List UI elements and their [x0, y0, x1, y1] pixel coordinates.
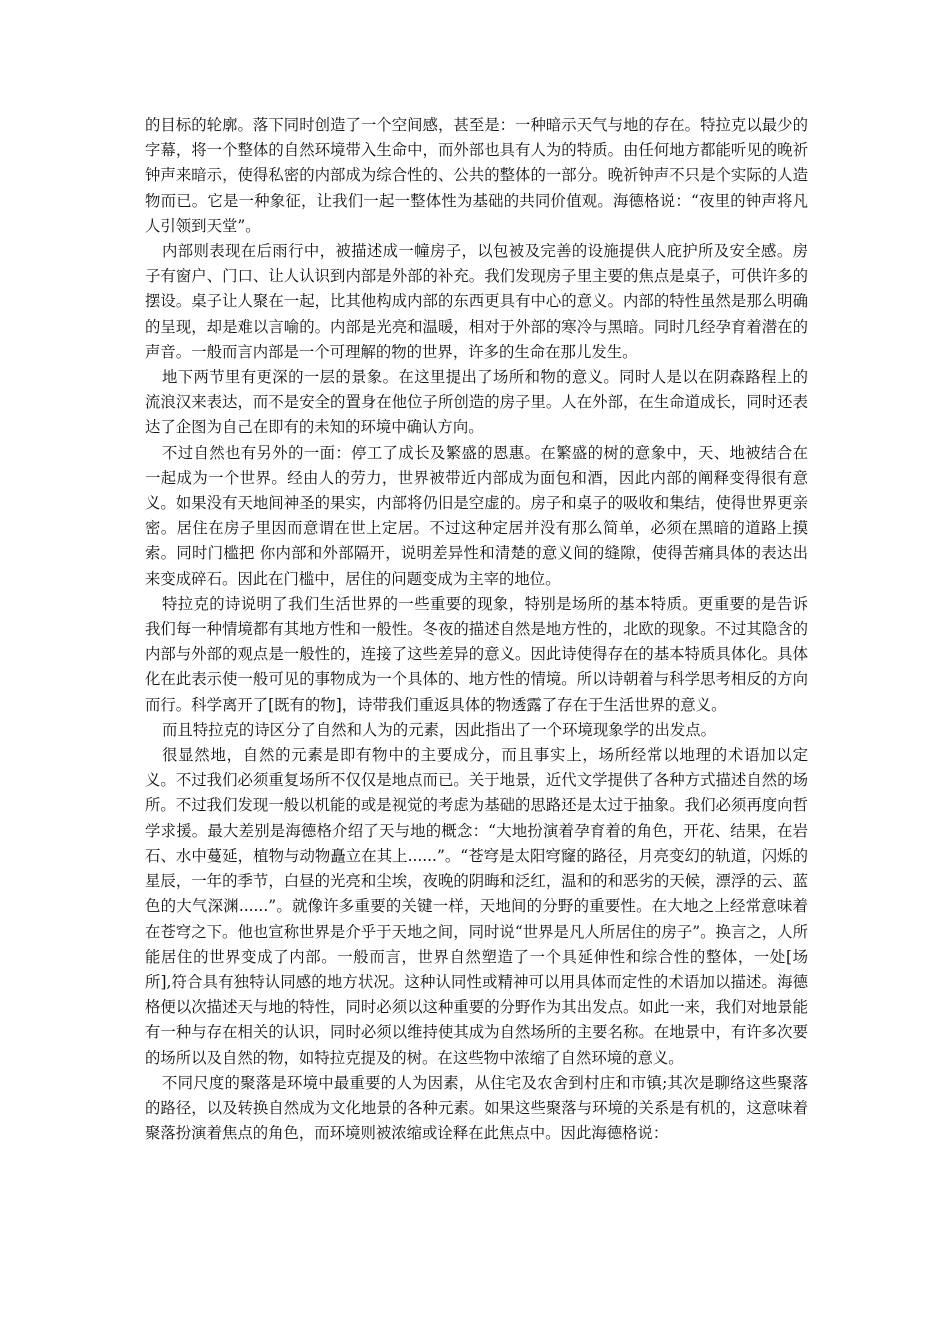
paragraph: 的目标的轮廓。落下同时创造了一个空间感，甚至是：一种暗示天气与地的存在。特拉克以最少的字幕，将一个整体的自然环境带入生命中，而外部也具有人为的特质。由任何地方都能听见的晚祈钟声来暗示，使得私密的内部成为综合性的、公共的整体的一部分。晚祈钟声不只是个实际的人造物而已。它是一种象征，让我们一起一整体性为基础的共同价值观。海德格说：“夜里的钟声将凡人引领到天堂”。 [145, 116, 808, 235]
paragraph: 内部则表现在后雨行中，被描述成一幢房子，以包被及完善的设施提供人庇护所及安全感。房子有窗户、门口、让人认识到内部是外部的补充。我们发现房子里主要的焦点是桌子，可供许多的摆设。桌子让人聚在一起，比其他构成内部的东西更具有中心的意义。内部的特性虽然是那么明确的呈现，却是难以言喻的。内部是光亮和温暖，相对于外部的寒冷与黑暗。同时几经孕育着潜在的声音。一般而言内部是一个可理解的物的世界，许多的生命在那儿发生。 [145, 242, 808, 361]
paragraph: 不同尺度的聚落是环境中最重要的人为因素，从住宅及农舍到村庄和市镇;其次是聊络这些聚落的路径，以及转换自然成为文化地景的各种元素。如果这些聚落与环境的关系是有机的，这意味着聚落扮演着焦点的角色，而环境则被浓缩或诠释在此焦点中。因此海德格说： [145, 1073, 808, 1143]
document-page [145, 113, 808, 1146]
paragraph: 特拉克的诗说明了我们生活世界的一些重要的现象，特别是场所的基本特质。更重要的是告诉我们每一种情境都有其地方性和一般性。冬夜的描述自然是地方性的，北欧的现象。不过其隐含的内部与外部的观点是一般性的，连接了这些差异的意义。因此诗使得存在的基本特质具体化。具体化在此表示使一般可见的事物成为一个具体的、地方性的情境。所以诗朝着与科学思考相反的方向而行。科学离开了[既有的物]，诗带我们重返具体的物透露了存在于生活世界的意义。 [145, 594, 808, 714]
paragraph: 地下两节里有更深的一层的景象。在这里提出了场所和物的意义。同时人是以在阴森路程上的流浪汉来表达，而不是安全的置身在他位子所创造的房子里。人在外部，在生命道成长，同时还表达了企图为自己在即有的未知的环境中确认方向。 [145, 368, 808, 437]
paragraph: 很显然地，自然的元素是即有物中的主要成分，而且事实上，场所经常以地理的术语加以定义。不过我们必须重复场所不仅仅是地点而已。关于地景，近代文学提供了各种方式描述自然的场所。不过我们发现一般以机能的或是视觉的考虑为基础的思路还是太过于抽象。我们必须再度向哲学求援。最大差别是海德格介绍了天与地的概念：“大地扮演着孕育着的角色，开花、结果，在岩石、水中蔓延，植物与动物矗立在其上......”。“苍穹是太阳穹窿的路径，月亮变幻的轨道，闪烁的星辰，一年的季节，白昼的光亮和尘埃，夜晚的阴晦和泛红，温和的和恶劣的天候，漂浮的云、蓝色的大气深渊......”。就像许多重要的关键一样，天地间的分野的重要性。在大地之上经常意味着在苍穹之下。他也宣称世界是介乎于天地之间，同时说“世界是凡人所居住的房子”。换言之，人所能居住的世界变成了内部。一般而言，世界自然塑造了一个具延伸性和综合性的整体，一处[场所],符合具有独特认同感的地方状况。这种认同性或精神可以用具体而定性的术语加以描述。海德格便以次描述天与地的特性，同时必须以这种重要的分野作为其出发点。如此一来，我们对地景能有一种与存在相关的认识，同时必须以维持使其成为自然场所的主要名称。在地景中，有许多次要的场所以及自然的物，如特拉克提及的树。在这些物中浓缩了自然环境的意义。 [145, 746, 808, 1067]
paragraph: 而且特拉克的诗区分了自然和人为的元素，因此指出了一个环境现象学的出发点。 [161, 720, 717, 739]
paragraph: 不过自然也有另外的一面：停工了成长及繁盛的恩惠。在繁盛的树的意象中，天、地被结合在一起成为一个世界。经由人的劳力，世界被带近内部成为面包和酒，因此内部的阐释变得很有意义。如果没有天地间神圣的果实，内部将仍旧是空虚的。房子和桌子的吸收和集结，使得世界更亲密。居住在房子里因而意谓在世上定居。不过这种定居并没有那么简单，必须在黑暗的道路上摸索。同时门槛把 你内部和外部隔开，说明差异性和清楚的意义间的缝隙，使得苦痛具体的表达出来变成碎石。因此在门槛中，居住的问题变成为主宰的地位。 [145, 443, 808, 588]
